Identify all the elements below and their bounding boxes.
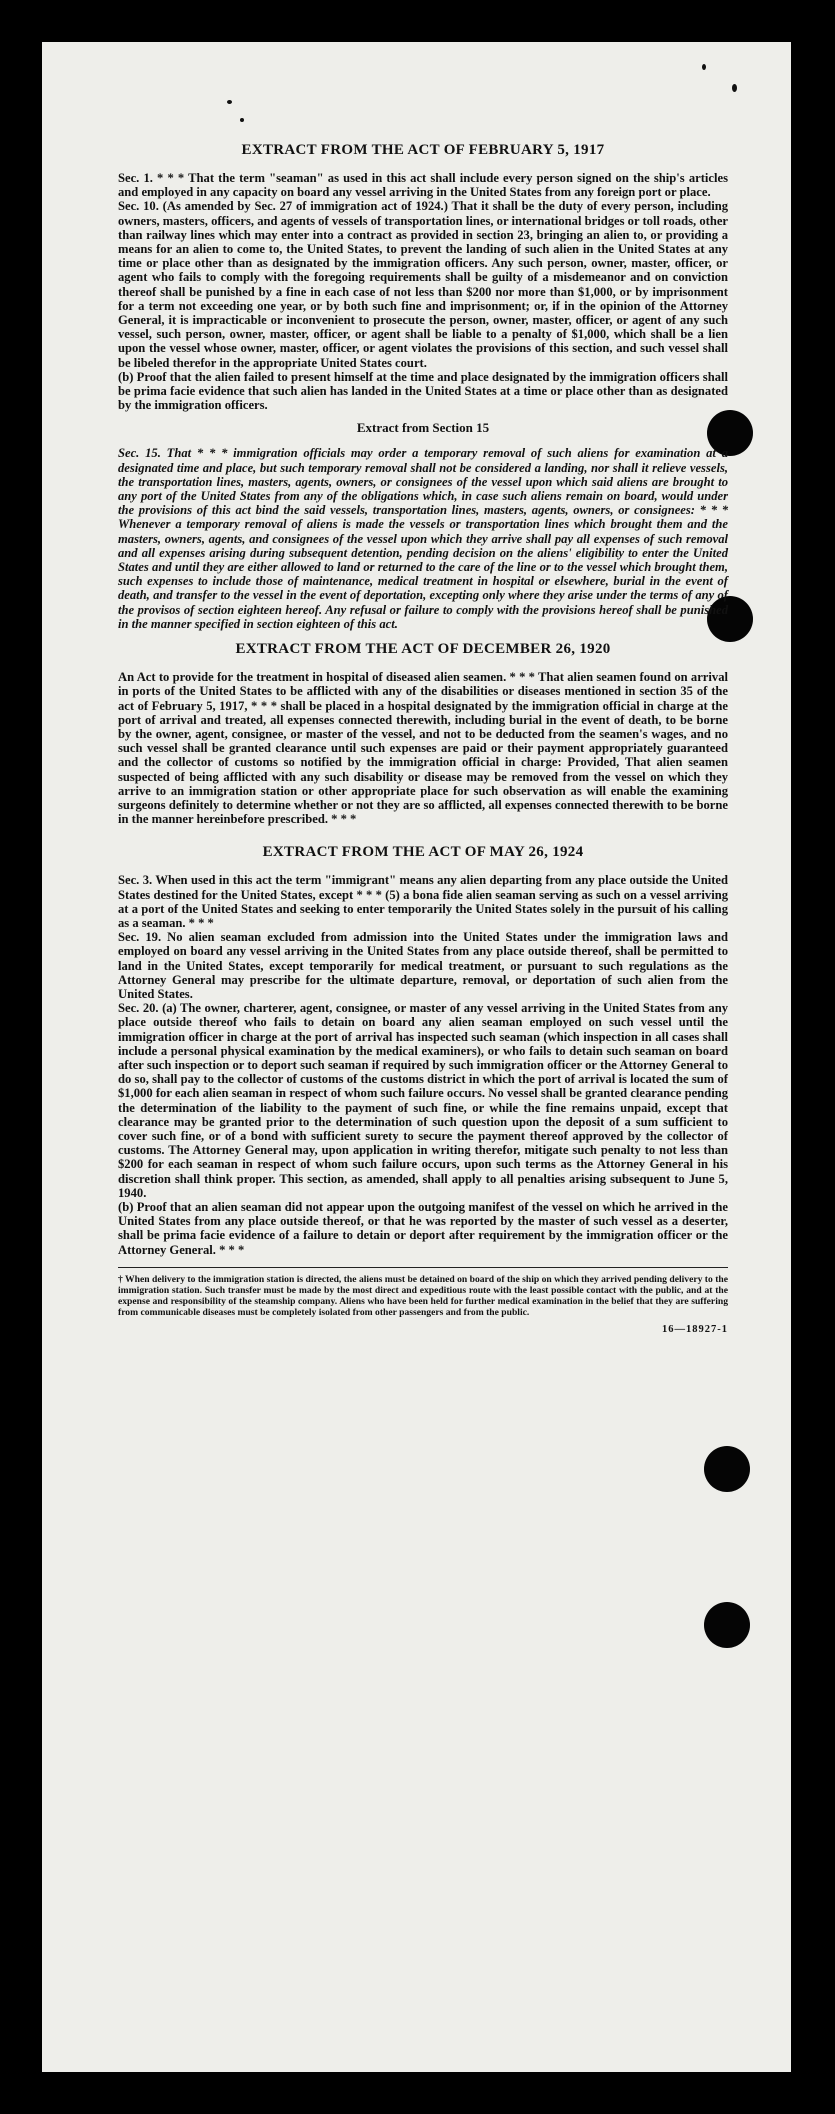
ink-speck — [227, 100, 232, 104]
section-heading: EXTRACT FROM THE ACT OF FEBRUARY 5, 1917 — [241, 142, 605, 158]
paragraph: (b) Proof that the alien failed to present himself at the time and place designated by the immigration officers shall be prima facie evidence that such alien has landed in the United States at a time or place other than as designated by the immigration officers. — [118, 369, 728, 413]
form-code: 16—18927-1 — [662, 1323, 728, 1335]
section-heading: EXTRACT FROM THE ACT OF DECEMBER 26, 1920 — [235, 641, 611, 658]
document-page — [42, 42, 791, 2072]
ink-speck — [702, 64, 706, 70]
footnote: † When delivery to the immigration station is directed, the aliens must be detained on board of the ship on which they arrived pending delivery to the immigration station. Such transfer must be made by the most direct and expeditious route with the least possible contact with the public, and at the expense and responsibility of the steamship company. Aliens who have been held for further medical examination in the belief that they are suffering from communicable diseases must be completely isolated from other passengers and from the public. — [118, 1273, 728, 1318]
paragraph: (b) Proof that an alien seaman did not appear upon the outgoing manifest of the vessel on which he arrived in the United States from any place outside thereof, or that he was reported by the master of such vessel as a deserter, shall be prima facie evidence of a failure to detain or deport after requirement by the immigration officer or the Attorney General. * * * — [118, 1200, 728, 1257]
paragraph: Sec. 10. (As amended by Sec. 27 of immigration act of 1924.) That it shall be the duty of every person, including owners, masters, officers, and agents of vessels of transportation lines, or international bridges or toll roads, other than railway lines which may enter into a contract as provided in section 23, bringing an alien to, or providing a means for an alien to come to, the United States, to prevent the landing of such alien in the United States at any time or place other than as designated by the immigration officers. Any such person, owner, master, officer, or agent who fails to comply with the foregoing requirements shall be guilty of a misdemeanor and on conviction thereof shall be punished by a fine in each case of not less than $200 nor more than $1,000, or by imprisonment for a term not exceeding one year, or by both such fine and imprisonment; or, if in the opinion of the Attorney General, it is impracticable or inconvenient to prosecute the person, owner, master, officer, or agent of any such vessel, such person, owner, master, officer, or agent shall be liable to a penalty of $1,000, which shall be a lien upon the vessel whose owner, master, officer, or agent violates the provisions of this section, and such vessel shall be libeled therefor in the appropriate United States court. — [118, 199, 728, 370]
document-body — [118, 142, 728, 1335]
paragraph: Sec. 15. That * * * immigration officials may order a temporary removal of such aliens for examination at a designated time and place, but such temporary removal shall not be considered a landing, nor shall it relieve vessels, the transportation lines, masters, agents, owners, or consignees of the vessel upon which said aliens are brought to any port of the United States from any of the obligations which, in case such aliens remain on board, would under the provisions of this act bind the said vessels, transportation lines, masters, agents, owners, or consignees: * * * Whenever a temporary removal of aliens is made the vessels or transportation lines which brought them and the masters, owners, agents, and consignees of the vessel upon which they arrive shall pay all expenses of such removal and all expenses arising during subsequent detention, pending decision on the aliens' eligibility to enter the United States and until they are either allowed to land or returned to the care of the line or to the vessel which brought them, such expenses to include those of maintenance, medical treatment in hospital or elsewhere, burial in the event of death, and transfer to the vessel in the event of deportation, excepting only where they arise under the terms of any of the provisos of section eighteen hereof. Any refusal or failure to comply with the provisions hereof shall be punished in the manner specified in section eighteen of this act. — [118, 446, 728, 631]
paragraph: Sec. 1. * * * That the term "seaman" as used in this act shall include every person signed on the ship's articles and employed in any capacity on board any vessel arriving in the United States from any foreign port or place. — [118, 171, 728, 200]
ink-speck — [240, 118, 244, 122]
ink-speck — [732, 84, 737, 92]
paragraph: An Act to provide for the treatment in hospital of diseased alien seamen. * * * That alien seamen found on arrival in ports of the United States to be afflicted with any of the disabilities or diseases mentioned in section 35 of the act of February 5, 1917, * * * shall be placed in a hospital designated by the immigration official in charge at the port of arrival and treated, all expenses connected therewith, including burial in the event of death, to be borne by the owner, agent, consignee, or master of the vessel, and not to be deducted from the seamen's wages, and no such vessel shall be granted clearance until such expenses are paid or their payment appropriately guaranteed and the collector of customs so notified by the immigration official in charge: Provided, That alien seamen suspected of being afflicted with any such disability or disease may be removed from the vessel on which they arrive to an immigration station or other appropriate place for such observation as will enable the examining surgeons definitely to determine whether or not they are so afflicted, all expenses connected therewith to be borne in the manner hereinbefore prescribed. * * * — [118, 670, 728, 827]
paragraph: Sec. 3. When used in this act the term "immigrant" means any alien departing from any place outside the United States destined for the United States, except * * * (5) a bona fide alien seaman serving as such on a vessel arriving at a port of the United States and seeking to enter temporarily the United States solely in the pursuit of his calling as a seaman. * * * — [118, 873, 728, 930]
paragraph: Sec. 19. No alien seaman excluded from admission into the United States under the immigration laws and employed on board any vessel arriving in the United States from any place outside thereof, shall be permitted to land in the United States, except temporarily for medical treatment, or pursuant to such regulations as the Attorney General may prescribe for the ultimate departure, removal, or deportation of such alien from the United States. — [118, 930, 728, 1001]
paragraph: Sec. 20. (a) The owner, charterer, agent, consignee, or master of any vessel arriving in the United States from any place outside thereof who fails to detain on board any alien seaman employed on such vessel until the immigration officer in charge at the port of arrival has inspected such seaman (which inspection in all cases shall include a personal physical examination by the medical examiners), or who fails to detain such seaman on board after such inspection or to deport such seaman if required by such immigration officer or the Attorney General to do so, shall pay to the collector of customs of the customs district in which the port of arrival is located the sum of $1,000 for each alien seaman in respect of whom such failure occurs. No vessel shall be granted clearance pending the determination of the liability to the payment of such fine, or while the fine remains unpaid, except that clearance may be granted prior to the determination of such question upon the deposit of a sum sufficient to cover such fine, or of a bond with sufficient surety to secure the payment thereof approved by the collector of customs. The Attorney General may, upon application in writing therefor, mitigate such penalty to not less than $200 for each seaman in respect of whom such failure occurs, upon such terms as the Attorney General in his discretion shall think proper. This section, as amended, shall apply to all penalties arising subsequent to June 5, 1940. — [118, 1001, 728, 1200]
divider — [118, 1267, 728, 1268]
punch-hole — [704, 1446, 750, 1492]
punch-hole — [704, 1602, 750, 1648]
section-subheading: Extract from Section 15 — [356, 420, 490, 436]
section-heading: EXTRACT FROM THE ACT OF MAY 26, 1924 — [262, 844, 584, 861]
